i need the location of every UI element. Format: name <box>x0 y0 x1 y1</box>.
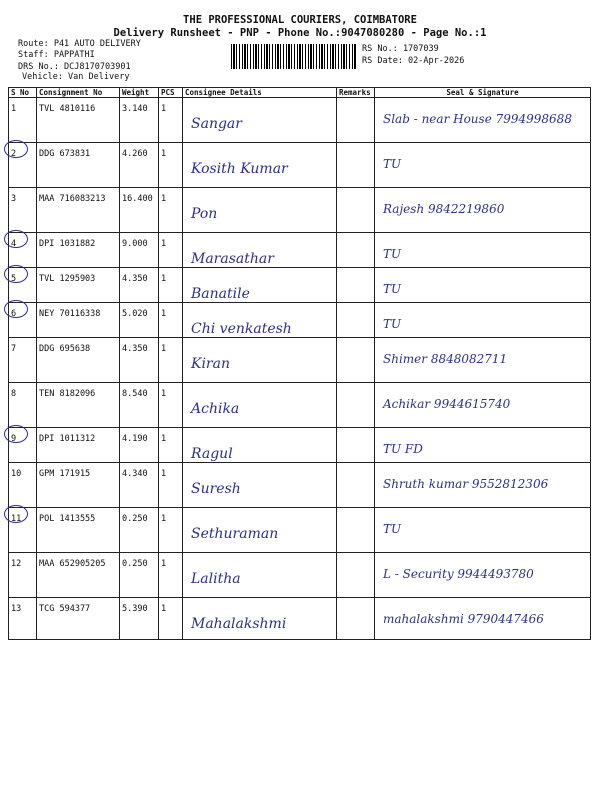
cell-pcs: 1 <box>159 233 183 268</box>
cell-weight: 4.340 <box>120 463 159 508</box>
cell-weight: 0.250 <box>120 508 159 553</box>
col-consignee: Consignee Details <box>183 88 337 98</box>
cell-consignee: Pon <box>183 188 337 233</box>
cell-pcs: 1 <box>159 188 183 233</box>
table-row <box>9 268 591 303</box>
cell-weight: 5.390 <box>120 598 159 640</box>
cell-remarks <box>337 233 375 268</box>
table-row <box>9 143 591 188</box>
table-row <box>9 598 591 640</box>
company-title: THE PROFESSIONAL COURIERS, COIMBATORE <box>183 14 417 26</box>
cell-sno <box>9 188 37 233</box>
cell-signature: Achikar 9944615740 <box>375 383 591 428</box>
col-weight: Weight <box>120 88 159 98</box>
cell-signature: TU FD <box>375 428 591 463</box>
sno-value: 11 <box>11 514 22 524</box>
vehicle-label: Vehicle: Van Delivery <box>22 72 130 82</box>
rs-number: RS No.: 1707039 <box>362 44 439 54</box>
cell-sno <box>9 233 37 268</box>
cell-remarks <box>337 303 375 338</box>
sno-value: 10 <box>11 469 22 479</box>
cell-remarks <box>337 508 375 553</box>
cell-sno <box>9 428 37 463</box>
circle-mark <box>4 300 28 318</box>
sno-value: 2 <box>11 149 17 159</box>
cell-consignment-no: DPI 1011312 <box>37 428 120 463</box>
table-row <box>9 463 591 508</box>
runsheet-title: Delivery Runsheet - PNP - Phone No.:9047080280 - Page No.:1 <box>113 27 487 39</box>
cell-consignee: Mahalakshmi <box>183 598 337 640</box>
cell-weight: 3.140 <box>120 98 159 143</box>
cell-pcs: 1 <box>159 463 183 508</box>
cell-signature: Slab - near House 7994998688 <box>375 98 591 143</box>
circle-mark <box>4 265 28 283</box>
col-consignment: Consignment No <box>37 88 120 98</box>
cell-signature: TU <box>375 233 591 268</box>
cell-signature: TU <box>375 303 591 338</box>
cell-sno <box>9 383 37 428</box>
sno-value: 7 <box>11 344 17 354</box>
cell-sno <box>9 598 37 640</box>
cell-remarks <box>337 428 375 463</box>
table-row <box>9 508 591 553</box>
runsheet-table <box>8 87 591 640</box>
staff-label: Staff: PAPPATHI <box>18 50 95 60</box>
cell-remarks <box>337 143 375 188</box>
cell-signature: L - Security 9944493780 <box>375 553 591 598</box>
cell-consignee: Sethuraman <box>183 508 337 553</box>
cell-consignee: Kiran <box>183 338 337 383</box>
cell-consignment-no: MAA 716083213 <box>37 188 120 233</box>
barcode <box>231 44 357 69</box>
cell-signature: Shruth kumar 9552812306 <box>375 463 591 508</box>
cell-sno <box>9 143 37 188</box>
col-sno: S No <box>9 88 37 98</box>
sno-value: 9 <box>11 434 17 444</box>
cell-weight: 0.250 <box>120 553 159 598</box>
sno-value: 1 <box>11 104 17 114</box>
cell-weight: 9.000 <box>120 233 159 268</box>
cell-pcs: 1 <box>159 383 183 428</box>
table-row <box>9 188 591 233</box>
sno-value: 4 <box>11 239 17 249</box>
cell-consignment-no: TVL 4810116 <box>37 98 120 143</box>
cell-remarks <box>337 98 375 143</box>
cell-remarks <box>337 338 375 383</box>
sno-value: 3 <box>11 194 17 204</box>
rs-date: RS Date: 02-Apr-2026 <box>362 56 465 66</box>
circle-mark <box>4 230 28 248</box>
cell-pcs: 1 <box>159 338 183 383</box>
cell-consignee: Banatile <box>183 268 337 303</box>
cell-consignment-no: GPM 171915 <box>37 463 120 508</box>
cell-weight: 5.020 <box>120 303 159 338</box>
cell-consignment-no: TEN 8182096 <box>37 383 120 428</box>
cell-consignee: Marasathar <box>183 233 337 268</box>
cell-consignment-no: TVL 1295903 <box>37 268 120 303</box>
cell-remarks <box>337 598 375 640</box>
cell-pcs: 1 <box>159 98 183 143</box>
cell-signature: Rajesh 9842219860 <box>375 188 591 233</box>
sno-value: 8 <box>11 389 17 399</box>
cell-sno <box>9 303 37 338</box>
table-row <box>9 383 591 428</box>
cell-consignment-no: DDG 695638 <box>37 338 120 383</box>
table-row <box>9 233 591 268</box>
col-pcs: PCS <box>159 88 183 98</box>
table-row <box>9 553 591 598</box>
cell-weight: 8.540 <box>120 383 159 428</box>
cell-remarks <box>337 463 375 508</box>
table-row <box>9 98 591 143</box>
cell-consignee: Suresh <box>183 463 337 508</box>
cell-consignee: Ragul <box>183 428 337 463</box>
cell-signature: TU <box>375 508 591 553</box>
cell-sno <box>9 268 37 303</box>
cell-pcs: 1 <box>159 553 183 598</box>
cell-pcs: 1 <box>159 428 183 463</box>
cell-consignee: Achika <box>183 383 337 428</box>
cell-consignment-no: TCG 594377 <box>37 598 120 640</box>
drs-label: DRS No.: DCJ8170703901 <box>18 62 131 72</box>
circle-mark <box>4 425 28 443</box>
cell-sno <box>9 508 37 553</box>
circle-mark <box>4 140 28 158</box>
cell-consignment-no: NEY 70116338 <box>37 303 120 338</box>
route-label: Route: P41 AUTO DELIVERY <box>18 39 141 49</box>
cell-signature: mahalakshmi 9790447466 <box>375 598 591 640</box>
cell-consignee: Lalitha <box>183 553 337 598</box>
cell-weight: 4.190 <box>120 428 159 463</box>
cell-remarks <box>337 268 375 303</box>
cell-consignee: Sangar <box>183 98 337 143</box>
cell-remarks <box>337 383 375 428</box>
cell-consignment-no: MAA 652905205 <box>37 553 120 598</box>
cell-signature: TU <box>375 143 591 188</box>
table-row <box>9 338 591 383</box>
table-header-row <box>9 88 591 98</box>
cell-signature: TU <box>375 268 591 303</box>
cell-sno <box>9 463 37 508</box>
cell-pcs: 1 <box>159 598 183 640</box>
cell-pcs: 1 <box>159 268 183 303</box>
cell-sno <box>9 553 37 598</box>
cell-weight: 16.400 <box>120 188 159 233</box>
table-row <box>9 303 591 338</box>
col-signature: Seal & Signature <box>375 88 591 98</box>
sno-value: 6 <box>11 309 17 319</box>
sno-value: 5 <box>11 274 17 284</box>
cell-pcs: 1 <box>159 508 183 553</box>
cell-weight: 4.260 <box>120 143 159 188</box>
cell-remarks <box>337 188 375 233</box>
cell-weight: 4.350 <box>120 268 159 303</box>
cell-consignee: Kosith Kumar <box>183 143 337 188</box>
cell-consignment-no: DDG 673831 <box>37 143 120 188</box>
cell-consignee: Chi venkatesh <box>183 303 337 338</box>
sno-value: 12 <box>11 559 22 569</box>
cell-sno <box>9 338 37 383</box>
cell-pcs: 1 <box>159 303 183 338</box>
cell-pcs: 1 <box>159 143 183 188</box>
cell-consignment-no: POL 1413555 <box>37 508 120 553</box>
table-row <box>9 428 591 463</box>
sno-value: 13 <box>11 604 22 614</box>
cell-signature: Shimer 8848082711 <box>375 338 591 383</box>
col-remarks: Remarks <box>337 88 375 98</box>
cell-weight: 4.350 <box>120 338 159 383</box>
cell-sno <box>9 98 37 143</box>
cell-consignment-no: DPI 1031882 <box>37 233 120 268</box>
cell-remarks <box>337 553 375 598</box>
